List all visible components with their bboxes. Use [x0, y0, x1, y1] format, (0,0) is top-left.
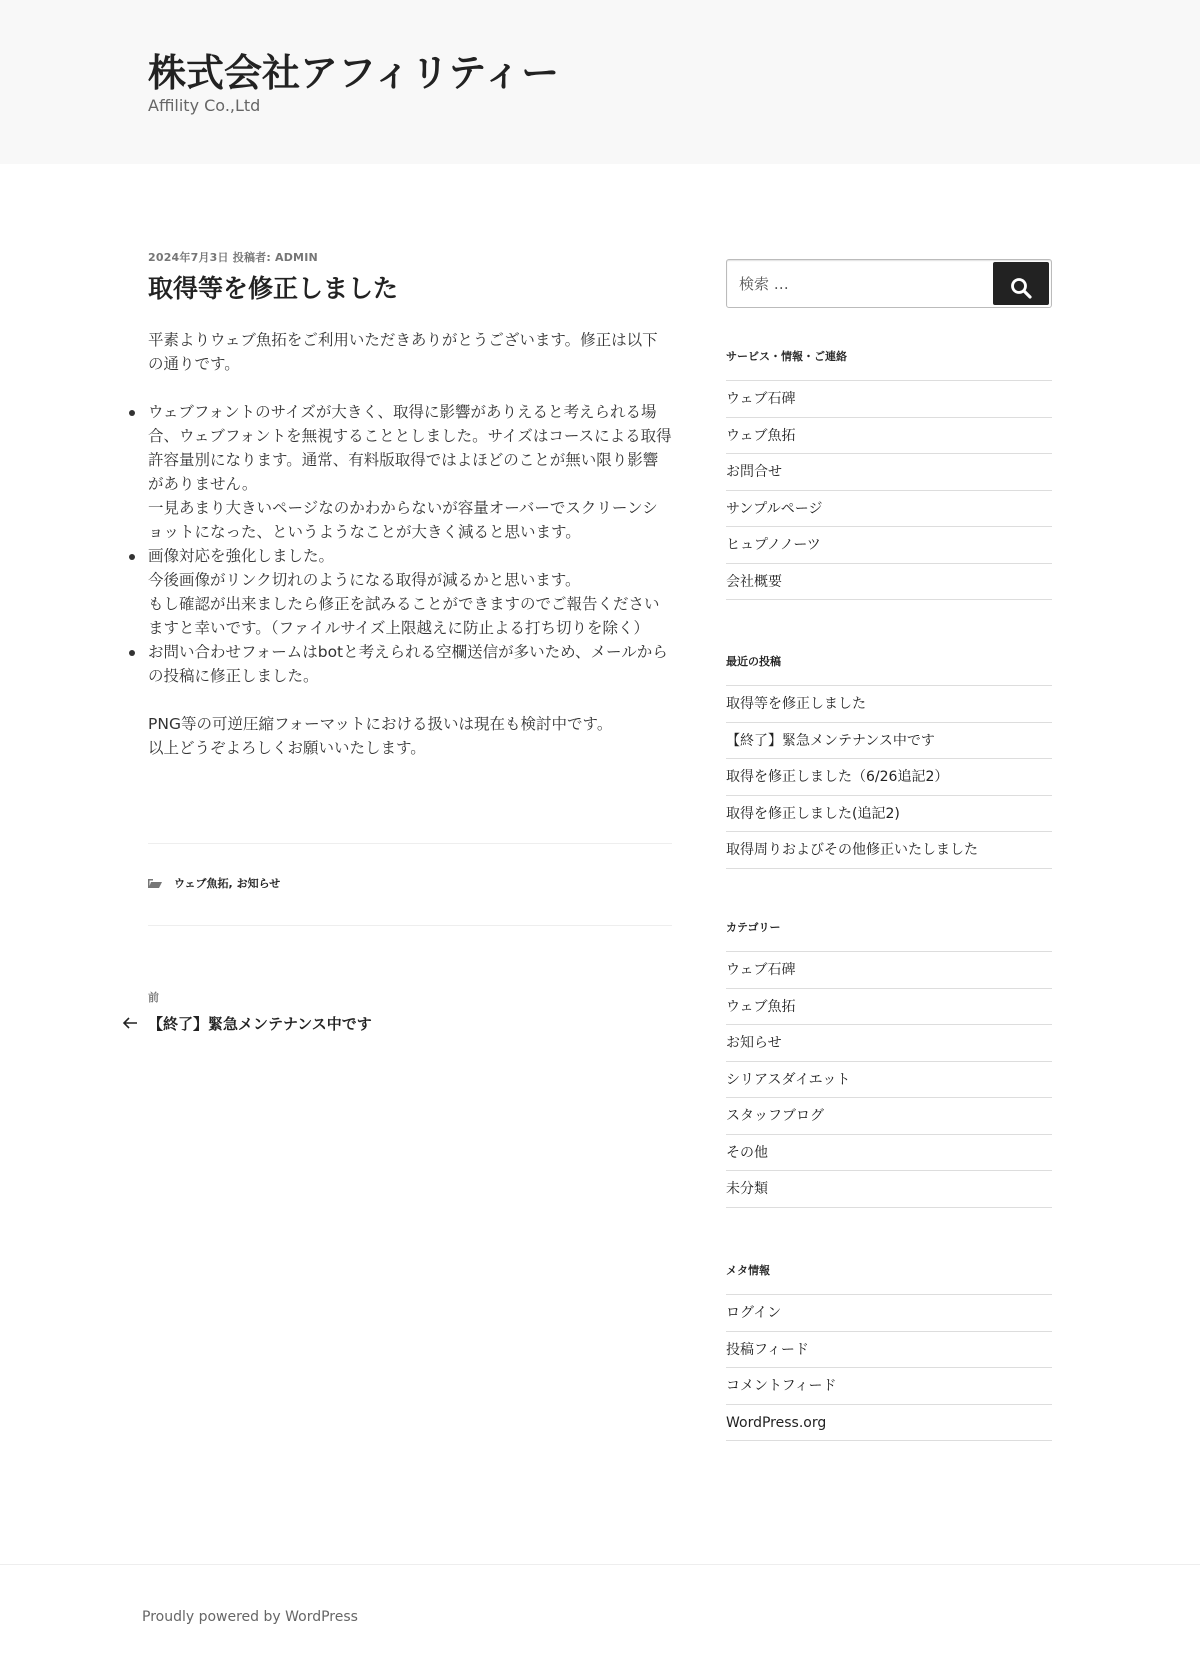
list-item: 画像対応を強化しました。 今後画像がリンク切れのようになる取得が減るかと思います。 もし確認が出来ましたら修正を試みることができますのでご報告くださいますと幸いです。（ファイルサイズ上限越えに防止よる打ち切りを除く） [148, 544, 672, 640]
post-categories[interactable]: ウェブ魚拓, お知らせ [174, 877, 281, 890]
list-item[interactable]: 会社概要 [726, 564, 1052, 601]
post-article [148, 250, 672, 760]
site-description: Affility Co.,Ltd [148, 96, 261, 115]
list-item[interactable]: ウェブ魚拓 [726, 418, 1052, 455]
list-item[interactable]: コメントフィード [726, 1368, 1052, 1405]
widget-services [726, 349, 1052, 600]
list-item[interactable]: 取得を修正しました(追記2) [726, 796, 1052, 833]
widget-recent-posts [726, 654, 1052, 869]
arrow-left-icon [122, 1015, 138, 1031]
post-meta [148, 250, 672, 266]
list-item[interactable]: ウェブ石碑 [726, 381, 1052, 418]
site-header [0, 0, 1200, 164]
site-title[interactable]: 株式会社アフィリティー [148, 51, 560, 95]
folder-open-icon [148, 878, 162, 888]
category-links [148, 876, 280, 892]
list-item[interactable]: スタッフブログ [726, 1098, 1052, 1135]
widget-categories [726, 920, 1052, 1208]
post-date[interactable]: 2024年7月3日 [148, 251, 229, 264]
search-button[interactable] [993, 262, 1049, 305]
list-item[interactable]: 取得周りおよびその他修正いたしました [726, 832, 1052, 869]
list-item[interactable]: シリアスダイエット [726, 1062, 1052, 1099]
post-title: 取得等を修正しました [148, 274, 399, 303]
list-item[interactable]: ヒュプノノーツ [726, 527, 1052, 564]
post-author[interactable]: ADMIN [275, 251, 318, 264]
list-item[interactable]: 未分類 [726, 1171, 1052, 1208]
list-item[interactable]: その他 [726, 1135, 1052, 1172]
search-form [726, 259, 1052, 308]
post-intro: 平素よりウェブ魚拓をご利用いただきありがとうございます。修正は以下の通りです。 [148, 331, 658, 373]
previous-label: 前 [148, 991, 159, 1004]
post-footer [148, 843, 672, 926]
widget-title: 最近の投稿 [726, 655, 781, 668]
list-item[interactable]: 投稿フィード [726, 1332, 1052, 1369]
post-closing: PNG等の可逆圧縮フォーマットにおける扱いは現在も検討中です。 以上どうぞよろしくお願いいたします。 [148, 715, 613, 757]
widget-title: サービス・情報・ご連絡 [726, 350, 847, 363]
site-footer [0, 1564, 1200, 1662]
previous-post-link[interactable] [122, 1012, 372, 1036]
list-item[interactable]: ウェブ石碑 [726, 952, 1052, 989]
previous-post-title[interactable]: 【終了】緊急メンテナンス中です [148, 1015, 372, 1033]
list-item[interactable]: お問合せ [726, 454, 1052, 491]
list-item[interactable]: ウェブ魚拓 [726, 989, 1052, 1026]
post-content [148, 328, 672, 760]
list-item: お問い合わせフォームはbotと考えられる空欄送信が多いため、メールからの投稿に修正しました。 [148, 640, 672, 688]
list-item[interactable]: 取得等を修正しました [726, 686, 1052, 723]
list-item: ウェブフォントのサイズが大きく、取得に影響がありえると考えられる場合、ウェブフォントを無視することとしました。サイズはコースによる取得許容量別になります。通常、有料版取得ではよほどのことが無い限り影響がありません。 一見あまり大きいページなのかわからないが容量オーバーでスクリーンショットになった、というようなことが大きく減ると思います。 [148, 400, 672, 544]
list-item[interactable]: サンプルページ [726, 491, 1052, 528]
list-item[interactable]: お知らせ [726, 1025, 1052, 1062]
widget-meta [726, 1263, 1052, 1441]
list-item[interactable]: ログイン [726, 1295, 1052, 1332]
sidebar [726, 259, 1052, 1431]
widget-title: カテゴリー [726, 921, 781, 934]
post-author-label: 投稿者: [232, 251, 271, 264]
powered-by-link[interactable]: Proudly powered by WordPress [142, 1609, 358, 1625]
list-item[interactable]: 取得を修正しました（6/26追記2） [726, 759, 1052, 796]
list-item[interactable]: 【終了】緊急メンテナンス中です [726, 723, 1052, 760]
post-bullet-list [148, 400, 672, 688]
search-icon [1009, 276, 1033, 300]
widget-title: メタ情報 [726, 1264, 770, 1277]
list-item[interactable]: WordPress.org [726, 1405, 1052, 1442]
